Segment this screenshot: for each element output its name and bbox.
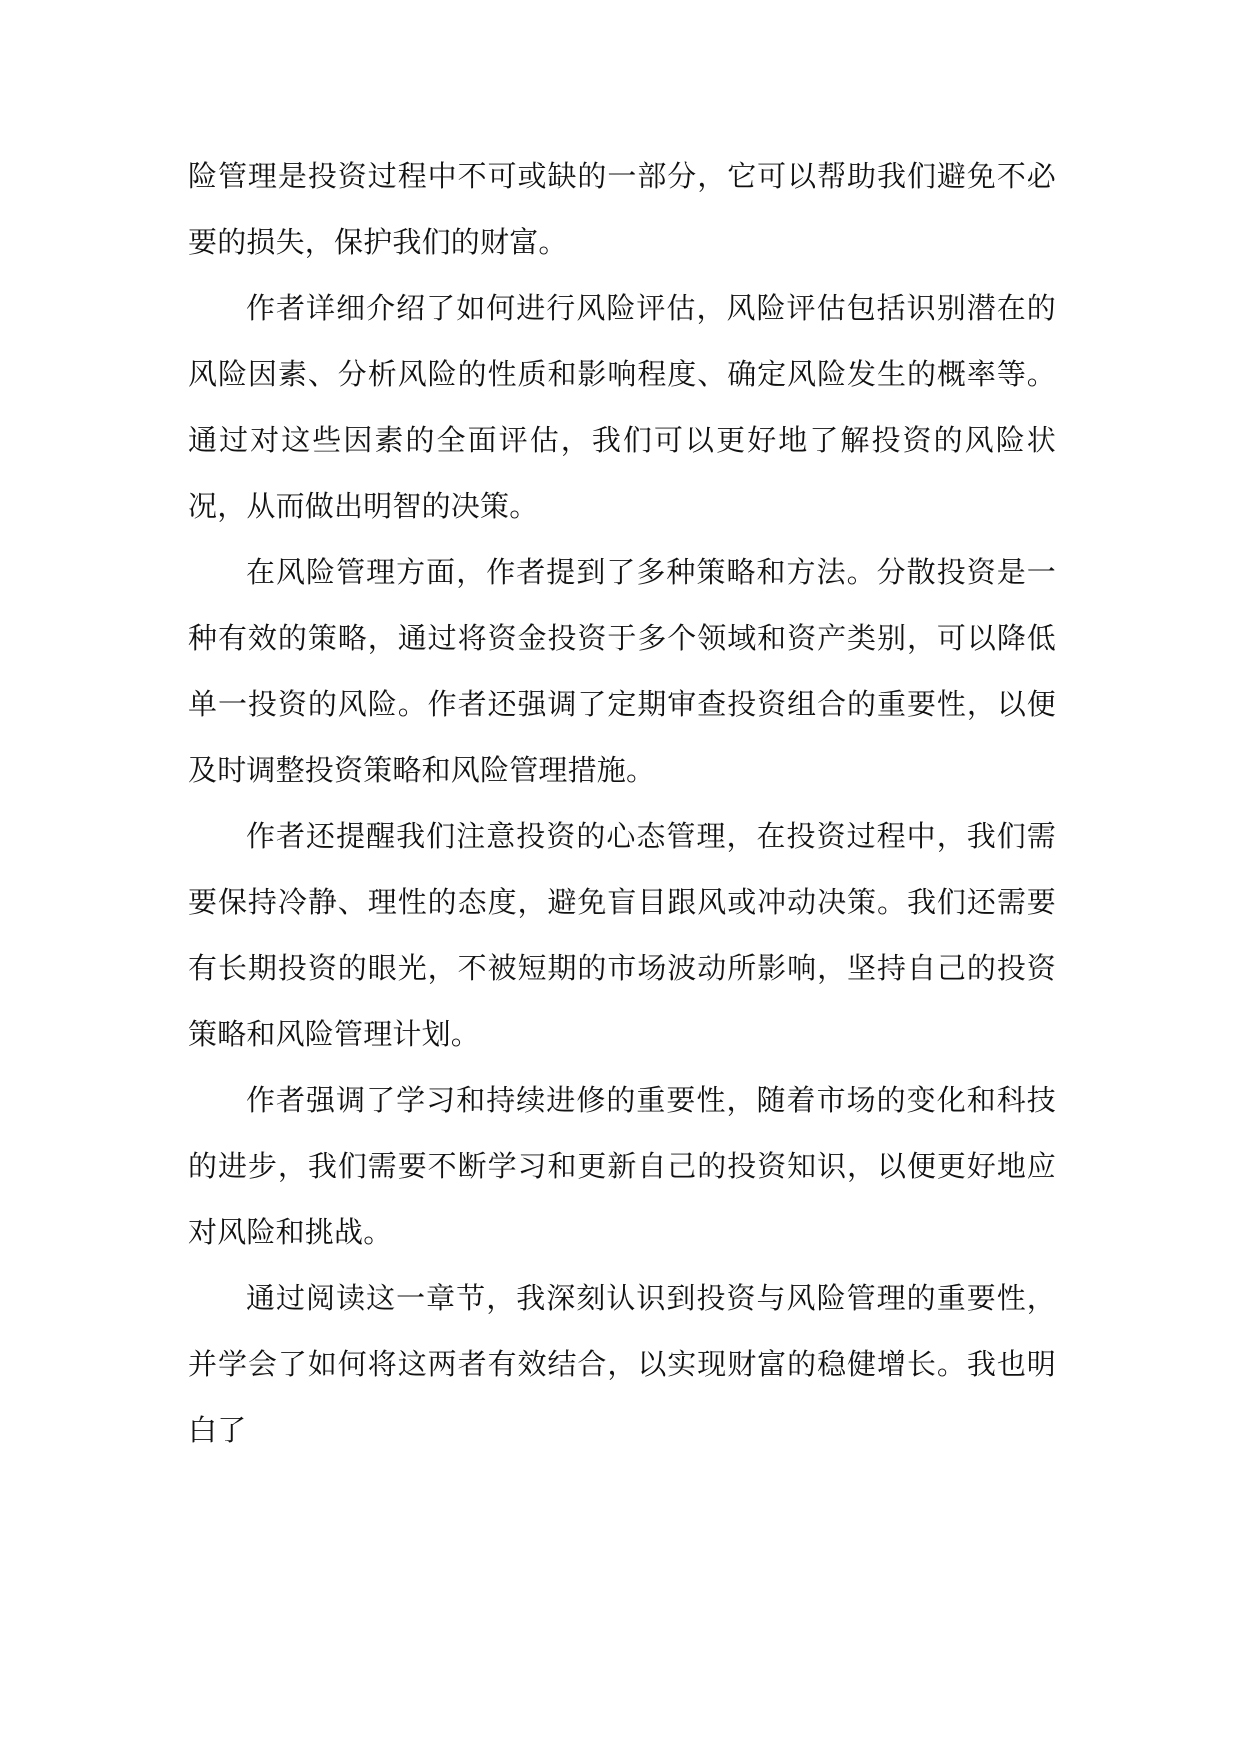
- paragraph-continuation: 险管理是投资过程中不可或缺的一部分，它可以帮助我们避免不必要的损失，保护我们的财富。: [188, 159, 1056, 259]
- paragraph-reflection: 通过阅读这一章节，我深刻认识到投资与风险管理的重要性，并学会了如何将这两者有效结合，以实现财富的稳健增长。我也明白了: [188, 1281, 1056, 1447]
- paragraph-investment-mindset: 作者还提醒我们注意投资的心态管理，在投资过程中，我们需要保持冷静、理性的态度，避免盲目跟风或冲动决策。我们还需要有长期投资的眼光，不被短期的市场波动所影响，坚持自己的投资策略和风险管理计划。: [188, 819, 1056, 1051]
- document-body: [188, 143, 1056, 1463]
- paragraph-risk-management-strategies: 在风险管理方面，作者提到了多种策略和方法。分散投资是一种有效的策略，通过将资金投资于多个领域和资产类别，可以降低单一投资的风险。作者还强调了定期审查投资组合的重要性，以便及时调整投资策略和风险管理措施。: [188, 555, 1056, 787]
- paragraph-continuous-learning: 作者强调了学习和持续进修的重要性，随着市场的变化和科技的进步，我们需要不断学习和更新自己的投资知识，以便更好地应对风险和挑战。: [188, 1083, 1056, 1249]
- paragraph-risk-assessment: 作者详细介绍了如何进行风险评估，风险评估包括识别潜在的风险因素、分析风险的性质和影响程度、确定风险发生的概率等。通过对这些因素的全面评估，我们可以更好地了解投资的风险状况，从而做出明智的决策。: [188, 291, 1056, 523]
